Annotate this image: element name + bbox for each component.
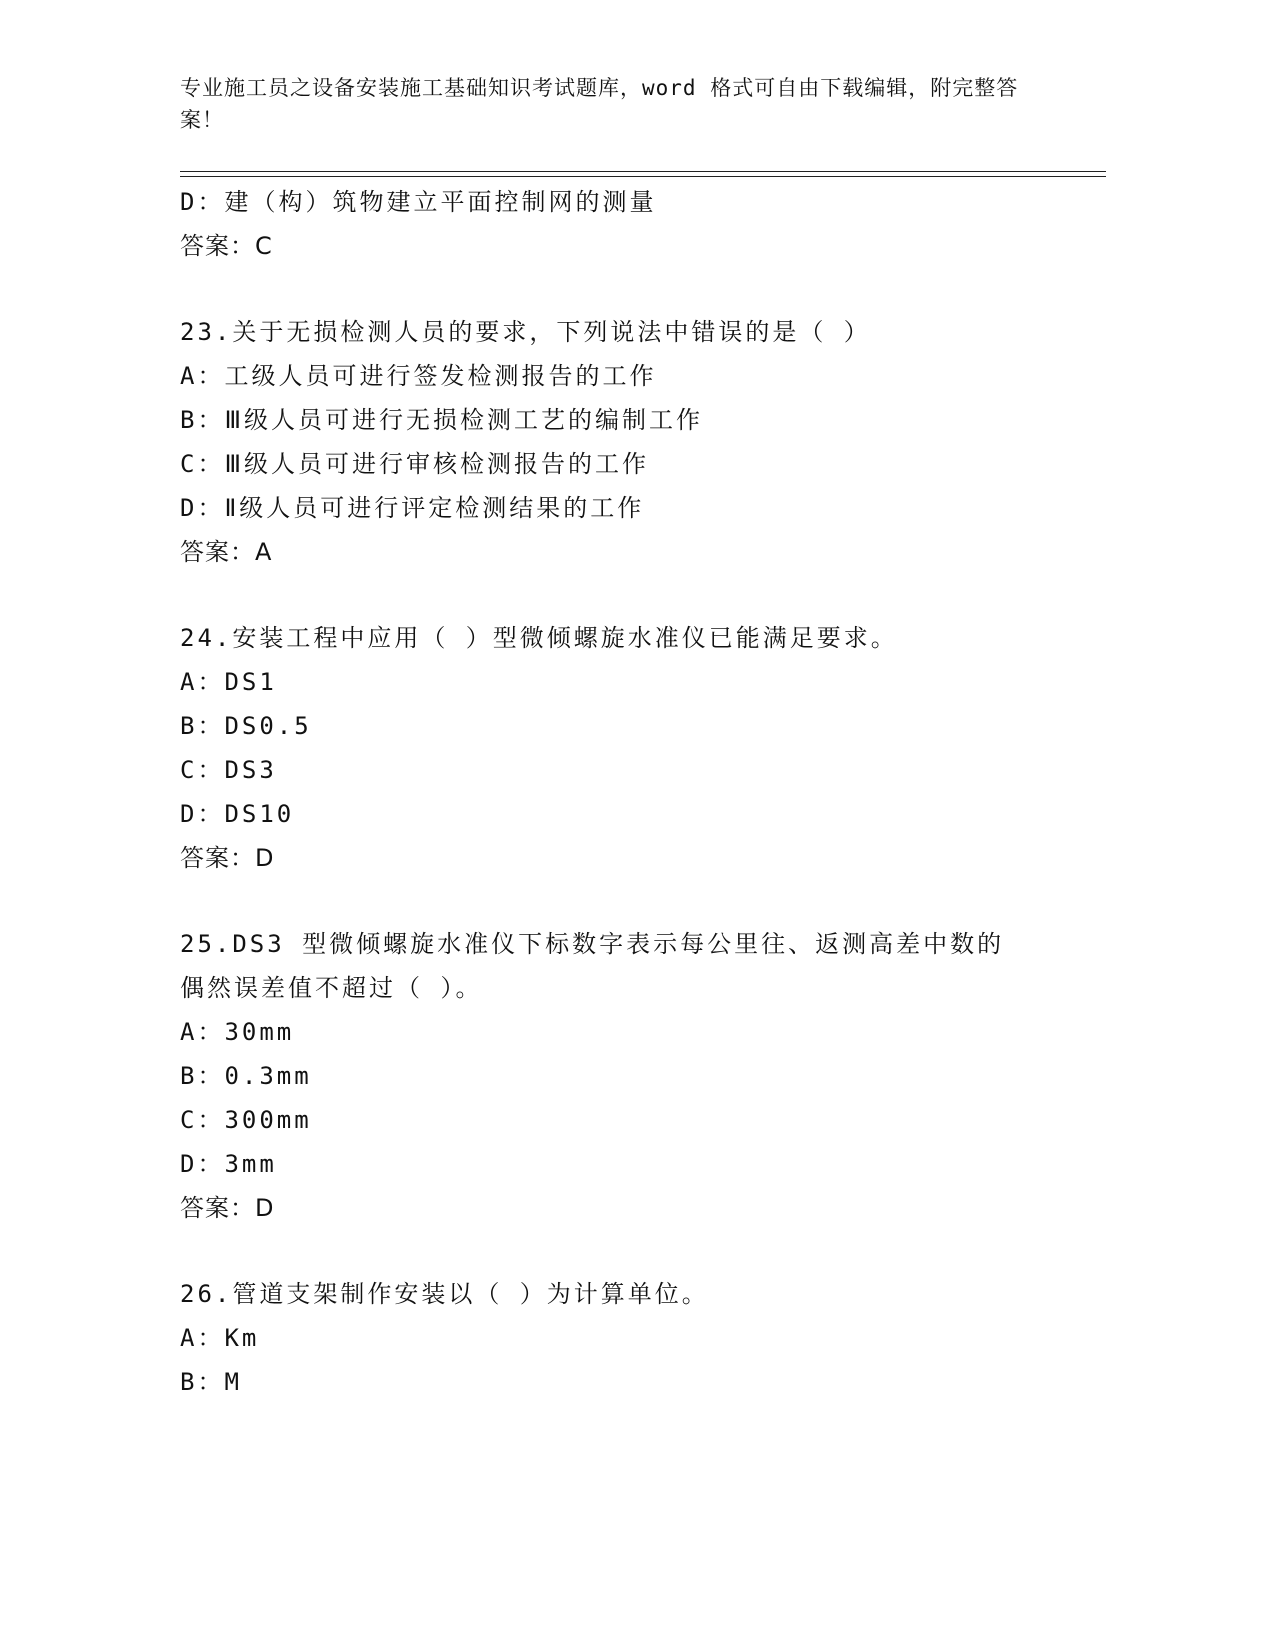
option-d: D：建（构）筑物建立平面控制网的测量	[180, 188, 657, 216]
spacer	[180, 880, 1080, 922]
answer-line: 答案：A	[180, 538, 273, 566]
question-26	[180, 1272, 1080, 1404]
question-stem: 23.关于无损检测人员的要求，下列说法中错误的是（ ）	[180, 318, 871, 346]
question-22-fragment	[180, 180, 1080, 268]
spacer	[180, 574, 1080, 616]
header-rule-bottom	[180, 176, 1106, 177]
spacer	[180, 1230, 1080, 1272]
question-23	[180, 310, 1080, 574]
question-list	[180, 180, 1080, 1404]
spacer	[180, 268, 1080, 310]
answer-line: 答案：C	[180, 232, 273, 260]
option-d: D：3mm	[180, 1150, 277, 1178]
option-a: A：DS1	[180, 668, 277, 696]
page-header: 专业施工员之设备安装施工基础知识考试题库，word 格式可自由下载编辑，附完整答案！	[180, 76, 1019, 132]
option-b: B：DS0.5	[180, 712, 312, 740]
option-a: A：工级人员可进行签发检测报告的工作	[180, 362, 657, 390]
option-b: B：Ⅲ级人员可进行无损检测工艺的编制工作	[180, 406, 703, 434]
option-d: D：Ⅱ级人员可进行评定检测结果的工作	[180, 494, 645, 522]
question-stem: 24.安装工程中应用（ ）型微倾螺旋水准仪已能满足要求。	[180, 624, 898, 652]
header-rule-top	[180, 171, 1106, 172]
option-b: B：M	[180, 1368, 242, 1396]
option-b: B：0.3mm	[180, 1062, 312, 1090]
option-a: A：30mm	[180, 1018, 295, 1046]
question-stem: 26.管道支架制作安装以（ ）为计算单位。	[180, 1280, 709, 1308]
answer-line: 答案：D	[180, 1194, 275, 1222]
question-25	[180, 922, 1080, 1230]
option-d: D：DS10	[180, 800, 295, 828]
answer-line: 答案：D	[180, 844, 275, 872]
option-a: A：Km	[180, 1324, 260, 1352]
option-c: C：300mm	[180, 1106, 312, 1134]
option-c: C：DS3	[180, 756, 277, 784]
question-24	[180, 616, 1080, 880]
question-stem: 25.DS3 型微倾螺旋水准仪下标数字表示每公里往、返测高差中数的偶然误差值不超过（ ）。	[180, 930, 1005, 1002]
option-c: C：Ⅲ级人员可进行审核检测报告的工作	[180, 450, 649, 478]
